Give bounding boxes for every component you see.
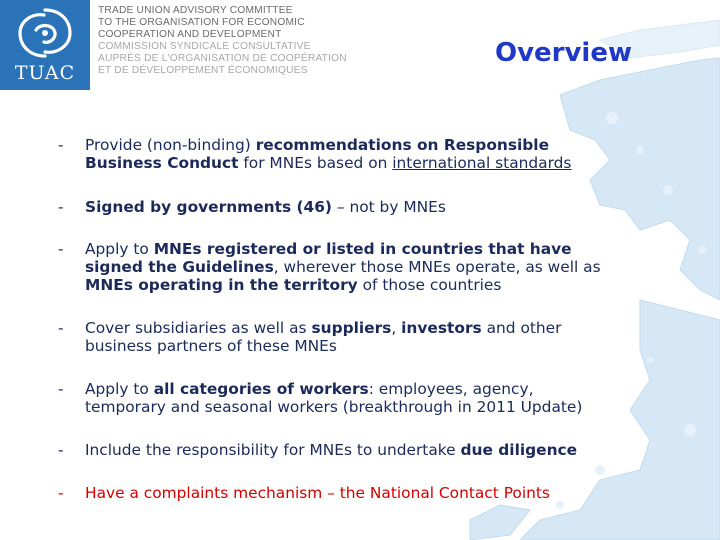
text-run: Cover subsidiaries as well as [85,319,312,337]
text-run: and other [481,319,562,337]
text-run: Apply to [85,380,154,398]
bullet-line [85,484,698,502]
bold-run: signed the Guidelines [85,258,274,276]
bullet-dash: - [58,484,64,502]
bold-run: recommendations on Responsible [255,136,550,154]
text-run: Provide (non-binding) [85,136,256,154]
text-run: Apply to [85,240,154,258]
bullet-line [85,154,698,172]
text-run: temporary and seasonal workers (breakthrough in 2011 Update) [85,398,583,416]
logo-text: TUAC [14,62,76,84]
text-run: : employees, agency, [368,380,534,398]
bullet-complaints [58,484,698,502]
text-run: Include the responsibility for MNEs to undertake [85,441,461,459]
underlined-run: international standards [392,154,572,172]
text-run: , wherever those MNEs operate, as well as [273,258,601,276]
text-run: – not by MNEs [331,198,446,216]
bullet-workers [58,380,698,416]
organisation-name [98,5,348,78]
bold-run: Signed by governments (46) [85,198,332,216]
bullet-line [85,240,698,258]
bold-run: MNEs operating in the territory [85,276,358,294]
bullet-dash: - [58,136,64,154]
bullet-line [85,319,698,337]
bullet-line [85,337,698,355]
bold-run: all categories of workers [153,380,369,398]
bullet-dash: - [58,319,64,337]
text-run: of those countries [357,276,502,294]
bullet-list [58,136,698,502]
bullet-signed [58,198,698,216]
bullet-line [85,258,698,276]
bullet-apply-mnes [58,240,698,294]
org-name-en-line: COOPERATION AND DEVELOPMENT [98,29,282,41]
slide-title: Overview [494,38,632,68]
bullet-line [85,276,698,294]
bullet-dash: - [58,380,64,398]
org-name-en-line: TRADE UNION ADVISORY COMMITTEE [98,5,293,16]
org-name-en-line: TO THE ORGANISATION FOR ECONOMIC [98,17,305,29]
bullet-due-diligence [58,441,698,459]
org-name-fr-line: COMMISSION SYNDICALE CONSULTATIVE [98,41,311,53]
text-run: , [391,319,402,337]
bullet-line [85,398,698,416]
org-name-fr-line: ET DE DÉVELOPPEMENT ÉCONOMIQUES [98,65,308,77]
bold-run: Business Conduct [85,154,239,172]
bold-run: due diligence [460,441,578,459]
text-run: for MNEs based on [238,154,393,172]
org-name-fr-line: AUPRÈS DE L'ORGANISATION DE COOPÉRATION [98,53,347,65]
bullet-line [85,380,698,398]
tuac-logo [0,0,90,90]
bold-run: investors [401,319,482,337]
bullet-cover-subsidiaries [58,319,698,355]
bullet-line [85,441,698,459]
bold-run: MNEs registered or listed in countries that have [153,240,572,258]
bullet-line [85,136,698,154]
bullet-dash: - [58,240,64,258]
bullet-dash: - [58,198,64,216]
bullet-line [85,198,698,216]
bullet-dash: - [58,441,64,459]
bold-run: suppliers [311,319,392,337]
tuac-swirl-logo-icon [0,0,90,70]
bullet-recommendations [58,136,698,172]
text-run: Have a complaints mechanism – the National Contact Points [85,484,550,502]
text-run: business partners of these MNEs [85,337,337,355]
